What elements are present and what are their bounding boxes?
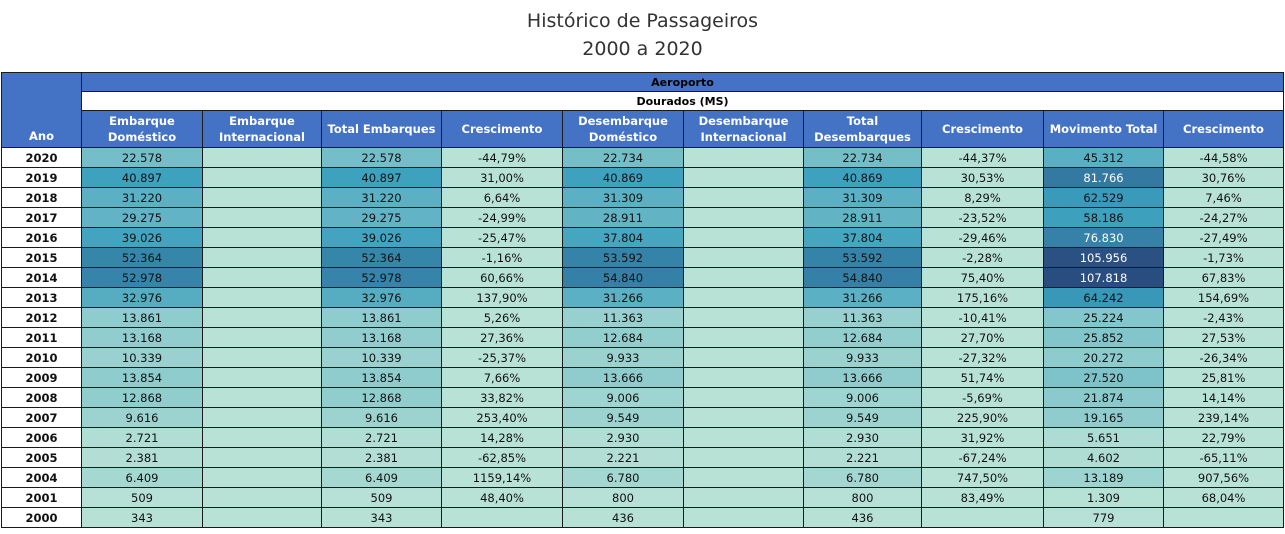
cell-tot-emb: 39.026 [322, 228, 442, 248]
cell-cresc-des: 30,53% [922, 168, 1044, 188]
passenger-history-table [1, 72, 1284, 528]
cell-cresc-mov: 68,04% [1164, 488, 1284, 508]
year-cell: 2018 [2, 188, 82, 208]
cell-cresc-mov: 907,56% [1164, 468, 1284, 488]
cell-mov: 5.651 [1044, 428, 1164, 448]
cell-des-dom: 9.006 [563, 388, 684, 408]
cell-tot-emb: 343 [322, 508, 442, 528]
cell-emb-dom: 39.026 [82, 228, 203, 248]
year-cell: 2010 [2, 348, 82, 368]
cell-cresc-emb: 60,66% [442, 268, 563, 288]
cell-des-int [684, 408, 804, 428]
year-cell: 2005 [2, 448, 82, 468]
cell-tot-emb: 29.275 [322, 208, 442, 228]
cell-mov: 107.818 [1044, 268, 1164, 288]
year-cell: 2011 [2, 328, 82, 348]
cell-cresc-des: 31,92% [922, 428, 1044, 448]
cell-des-dom: 9.549 [563, 408, 684, 428]
cell-tot-des: 12.684 [804, 328, 922, 348]
cell-cresc-emb: 7,66% [442, 368, 563, 388]
cell-des-dom: 28.911 [563, 208, 684, 228]
cell-tot-emb: 52.364 [322, 248, 442, 268]
year-cell: 2013 [2, 288, 82, 308]
cell-tot-des: 800 [804, 488, 922, 508]
cell-tot-des: 31.266 [804, 288, 922, 308]
cell-cresc-emb: 48,40% [442, 488, 563, 508]
cell-mov: 81.766 [1044, 168, 1164, 188]
cell-cresc-des: 8,29% [922, 188, 1044, 208]
year-cell: 2014 [2, 268, 82, 288]
cell-cresc-des: -5,69% [922, 388, 1044, 408]
cell-tot-des: 11.363 [804, 308, 922, 328]
cell-des-dom: 12.684 [563, 328, 684, 348]
cell-mov: 13.189 [1044, 468, 1164, 488]
cell-emb-dom: 13.861 [82, 308, 203, 328]
cell-des-dom: 436 [563, 508, 684, 528]
year-cell: 2006 [2, 428, 82, 448]
cell-mov: 20.272 [1044, 348, 1164, 368]
cell-emb-dom: 40.897 [82, 168, 203, 188]
cell-tot-emb: 6.409 [322, 468, 442, 488]
cell-cresc-emb [442, 508, 563, 528]
cell-cresc-emb: 14,28% [442, 428, 563, 448]
cell-tot-emb: 10.339 [322, 348, 442, 368]
table-row [2, 468, 1284, 488]
cell-tot-des: 9.933 [804, 348, 922, 368]
cell-emb-dom: 13.168 [82, 328, 203, 348]
cell-cresc-emb: 31,00% [442, 168, 563, 188]
column-header-total-desembarques: Total Desembarques [804, 111, 922, 148]
cell-cresc-mov: -26,34% [1164, 348, 1284, 368]
cell-cresc-des: -44,37% [922, 148, 1044, 168]
table-row [2, 348, 1284, 368]
cell-cresc-emb: 253,40% [442, 408, 563, 428]
chart-subtitle: 2000 a 2020 [582, 38, 703, 60]
table-row [2, 188, 1284, 208]
table-row [2, 228, 1284, 248]
cell-emb-int [203, 328, 322, 348]
cell-cresc-des: 27,70% [922, 328, 1044, 348]
cell-emb-dom: 32.976 [82, 288, 203, 308]
table-row [2, 168, 1284, 188]
cell-des-int [684, 168, 804, 188]
cell-mov: 76.830 [1044, 228, 1164, 248]
cell-des-int [684, 208, 804, 228]
cell-emb-int [203, 448, 322, 468]
cell-des-dom: 31.309 [563, 188, 684, 208]
cell-emb-int [203, 168, 322, 188]
cell-des-int [684, 308, 804, 328]
cell-tot-des: 53.592 [804, 248, 922, 268]
cell-cresc-emb: -1,16% [442, 248, 563, 268]
chart-title: Histórico de Passageiros [526, 10, 759, 32]
cell-cresc-mov [1164, 508, 1284, 528]
cell-cresc-mov: 27,53% [1164, 328, 1284, 348]
cell-tot-emb: 52.978 [322, 268, 442, 288]
cell-cresc-emb: 33,82% [442, 388, 563, 408]
cell-cresc-des: 75,40% [922, 268, 1044, 288]
year-cell: 2000 [2, 508, 82, 528]
cell-des-int [684, 148, 804, 168]
cell-cresc-des [922, 508, 1044, 528]
cell-cresc-mov: -44,58% [1164, 148, 1284, 168]
cell-des-int [684, 348, 804, 368]
cell-des-dom: 13.666 [563, 368, 684, 388]
cell-des-int [684, 368, 804, 388]
cell-cresc-emb: -62,85% [442, 448, 563, 468]
group-header: Aeroporto [82, 73, 1284, 92]
cell-cresc-des: 225,90% [922, 408, 1044, 428]
cell-tot-des: 54.840 [804, 268, 922, 288]
table-body [2, 148, 1284, 528]
cell-cresc-emb: 27,36% [442, 328, 563, 348]
cell-emb-dom: 12.868 [82, 388, 203, 408]
cell-mov: 25.852 [1044, 328, 1164, 348]
cell-emb-dom: 2.721 [82, 428, 203, 448]
table-row [2, 368, 1284, 388]
cell-tot-emb: 2.721 [322, 428, 442, 448]
cell-des-dom: 2.930 [563, 428, 684, 448]
cell-mov: 58.186 [1044, 208, 1164, 228]
cell-tot-des: 2.930 [804, 428, 922, 448]
cell-des-dom: 9.933 [563, 348, 684, 368]
year-cell: 2007 [2, 408, 82, 428]
cell-tot-emb: 13.861 [322, 308, 442, 328]
cell-cresc-mov: 67,83% [1164, 268, 1284, 288]
cell-emb-int [203, 508, 322, 528]
cell-emb-int [203, 228, 322, 248]
cell-cresc-mov: 25,81% [1164, 368, 1284, 388]
cell-cresc-emb: -25,37% [442, 348, 563, 368]
cell-mov: 64.242 [1044, 288, 1164, 308]
cell-emb-dom: 343 [82, 508, 203, 528]
year-cell: 2012 [2, 308, 82, 328]
cell-tot-emb: 13.854 [322, 368, 442, 388]
cell-cresc-emb: 6,64% [442, 188, 563, 208]
table-row [2, 428, 1284, 448]
cell-cresc-emb: -24,99% [442, 208, 563, 228]
column-header-ano: Ano [2, 73, 82, 148]
column-header-embarque-internacional: Embarque Internacional [203, 111, 322, 148]
column-header-crescimento-desembarques: Crescimento [922, 111, 1044, 148]
column-header-crescimento-embarques: Crescimento [442, 111, 563, 148]
cell-tot-emb: 31.220 [322, 188, 442, 208]
cell-cresc-des: -2,28% [922, 248, 1044, 268]
cell-mov: 25.224 [1044, 308, 1164, 328]
cell-des-int [684, 328, 804, 348]
cell-tot-des: 37.804 [804, 228, 922, 248]
cell-emb-dom: 52.364 [82, 248, 203, 268]
cell-mov: 1.309 [1044, 488, 1164, 508]
cell-tot-emb: 13.168 [322, 328, 442, 348]
column-header-movimento-total: Movimento Total [1044, 111, 1164, 148]
cell-emb-dom: 52.978 [82, 268, 203, 288]
cell-cresc-emb: -25,47% [442, 228, 563, 248]
cell-cresc-mov: -2,43% [1164, 308, 1284, 328]
cell-des-int [684, 428, 804, 448]
cell-des-int [684, 508, 804, 528]
cell-des-dom: 40.869 [563, 168, 684, 188]
cell-emb-int [203, 368, 322, 388]
cell-cresc-emb: 1159,14% [442, 468, 563, 488]
cell-mov: 105.956 [1044, 248, 1164, 268]
cell-des-int [684, 468, 804, 488]
table-row [2, 208, 1284, 228]
cell-emb-int [203, 148, 322, 168]
cell-des-dom: 22.734 [563, 148, 684, 168]
year-cell: 2020 [2, 148, 82, 168]
cell-emb-dom: 9.616 [82, 408, 203, 428]
cell-des-dom: 11.363 [563, 308, 684, 328]
year-cell: 2004 [2, 468, 82, 488]
cell-mov: 21.874 [1044, 388, 1164, 408]
cell-des-int [684, 388, 804, 408]
cell-des-int [684, 448, 804, 468]
year-cell: 2009 [2, 368, 82, 388]
cell-tot-emb: 509 [322, 488, 442, 508]
cell-emb-int [203, 468, 322, 488]
cell-emb-dom: 2.381 [82, 448, 203, 468]
cell-cresc-mov: -27,49% [1164, 228, 1284, 248]
year-cell: 2016 [2, 228, 82, 248]
cell-emb-dom: 22.578 [82, 148, 203, 168]
cell-tot-emb: 9.616 [322, 408, 442, 428]
year-cell: 2019 [2, 168, 82, 188]
cell-emb-dom: 13.854 [82, 368, 203, 388]
cell-cresc-emb: 137,90% [442, 288, 563, 308]
cell-emb-dom: 31.220 [82, 188, 203, 208]
cell-cresc-mov: 154,69% [1164, 288, 1284, 308]
cell-tot-des: 28.911 [804, 208, 922, 228]
airport-header: Dourados (MS) [82, 92, 1284, 111]
cell-tot-emb: 12.868 [322, 388, 442, 408]
cell-cresc-des: -67,24% [922, 448, 1044, 468]
cell-des-dom: 31.266 [563, 288, 684, 308]
table-row [2, 288, 1284, 308]
cell-mov: 45.312 [1044, 148, 1164, 168]
table-row [2, 328, 1284, 348]
cell-emb-int [203, 308, 322, 328]
cell-emb-int [203, 488, 322, 508]
cell-cresc-mov: 7,46% [1164, 188, 1284, 208]
table-row [2, 448, 1284, 468]
cell-cresc-mov: -65,11% [1164, 448, 1284, 468]
cell-tot-emb: 22.578 [322, 148, 442, 168]
table-row [2, 508, 1284, 528]
cell-tot-des: 9.549 [804, 408, 922, 428]
year-cell: 2008 [2, 388, 82, 408]
cell-tot-des: 6.780 [804, 468, 922, 488]
cell-des-int [684, 228, 804, 248]
cell-emb-dom: 10.339 [82, 348, 203, 368]
cell-des-dom: 53.592 [563, 248, 684, 268]
column-header-crescimento-movimento: Crescimento [1164, 111, 1284, 148]
table-row [2, 408, 1284, 428]
cell-des-int [684, 288, 804, 308]
table-row [2, 308, 1284, 328]
cell-tot-des: 22.734 [804, 148, 922, 168]
cell-cresc-des: 747,50% [922, 468, 1044, 488]
cell-tot-des: 2.221 [804, 448, 922, 468]
cell-cresc-des: -23,52% [922, 208, 1044, 228]
cell-tot-des: 31.309 [804, 188, 922, 208]
cell-emb-dom: 6.409 [82, 468, 203, 488]
cell-tot-des: 13.666 [804, 368, 922, 388]
year-cell: 2001 [2, 488, 82, 508]
cell-cresc-des: 51,74% [922, 368, 1044, 388]
cell-cresc-des: -10,41% [922, 308, 1044, 328]
cell-emb-int [203, 248, 322, 268]
cell-tot-emb: 32.976 [322, 288, 442, 308]
year-cell: 2017 [2, 208, 82, 228]
cell-emb-dom: 509 [82, 488, 203, 508]
table-row [2, 268, 1284, 288]
cell-des-dom: 37.804 [563, 228, 684, 248]
cell-emb-int [203, 188, 322, 208]
cell-cresc-des: 83,49% [922, 488, 1044, 508]
cell-emb-int [203, 208, 322, 228]
cell-des-dom: 6.780 [563, 468, 684, 488]
cell-emb-int [203, 268, 322, 288]
cell-emb-int [203, 288, 322, 308]
cell-emb-int [203, 428, 322, 448]
cell-cresc-des: -27,32% [922, 348, 1044, 368]
column-header-embarque-domestico: Embarque Doméstico [82, 111, 203, 148]
cell-emb-int [203, 348, 322, 368]
cell-emb-int [203, 408, 322, 428]
cell-des-int [684, 488, 804, 508]
column-header-desembarque-domestico: Desembarque Doméstico [563, 111, 684, 148]
cell-des-int [684, 248, 804, 268]
cell-des-dom: 800 [563, 488, 684, 508]
year-cell: 2015 [2, 248, 82, 268]
cell-cresc-emb: -44,79% [442, 148, 563, 168]
table-row [2, 388, 1284, 408]
cell-cresc-emb: 5,26% [442, 308, 563, 328]
cell-mov: 4.602 [1044, 448, 1164, 468]
cell-des-dom: 2.221 [563, 448, 684, 468]
cell-cresc-mov: -24,27% [1164, 208, 1284, 228]
cell-mov: 19.165 [1044, 408, 1164, 428]
cell-des-dom: 54.840 [563, 268, 684, 288]
column-header-total-embarques: Total Embarques [322, 111, 442, 148]
cell-tot-des: 436 [804, 508, 922, 528]
table-row [2, 248, 1284, 268]
cell-mov: 27.520 [1044, 368, 1164, 388]
table-row [2, 488, 1284, 508]
cell-emb-dom: 29.275 [82, 208, 203, 228]
cell-tot-des: 40.869 [804, 168, 922, 188]
cell-mov: 779 [1044, 508, 1164, 528]
cell-cresc-mov: 239,14% [1164, 408, 1284, 428]
cell-cresc-mov: 22,79% [1164, 428, 1284, 448]
cell-tot-emb: 2.381 [322, 448, 442, 468]
cell-cresc-mov: 14,14% [1164, 388, 1284, 408]
cell-cresc-mov: 30,76% [1164, 168, 1284, 188]
cell-cresc-des: 175,16% [922, 288, 1044, 308]
cell-cresc-mov: -1,73% [1164, 248, 1284, 268]
cell-tot-emb: 40.897 [322, 168, 442, 188]
column-header-desembarque-internacional: Desembarque Internacional [684, 111, 804, 148]
cell-mov: 62.529 [1044, 188, 1164, 208]
cell-cresc-des: -29,46% [922, 228, 1044, 248]
cell-des-int [684, 188, 804, 208]
table-row [2, 148, 1284, 168]
cell-emb-int [203, 388, 322, 408]
cell-tot-des: 9.006 [804, 388, 922, 408]
cell-des-int [684, 268, 804, 288]
